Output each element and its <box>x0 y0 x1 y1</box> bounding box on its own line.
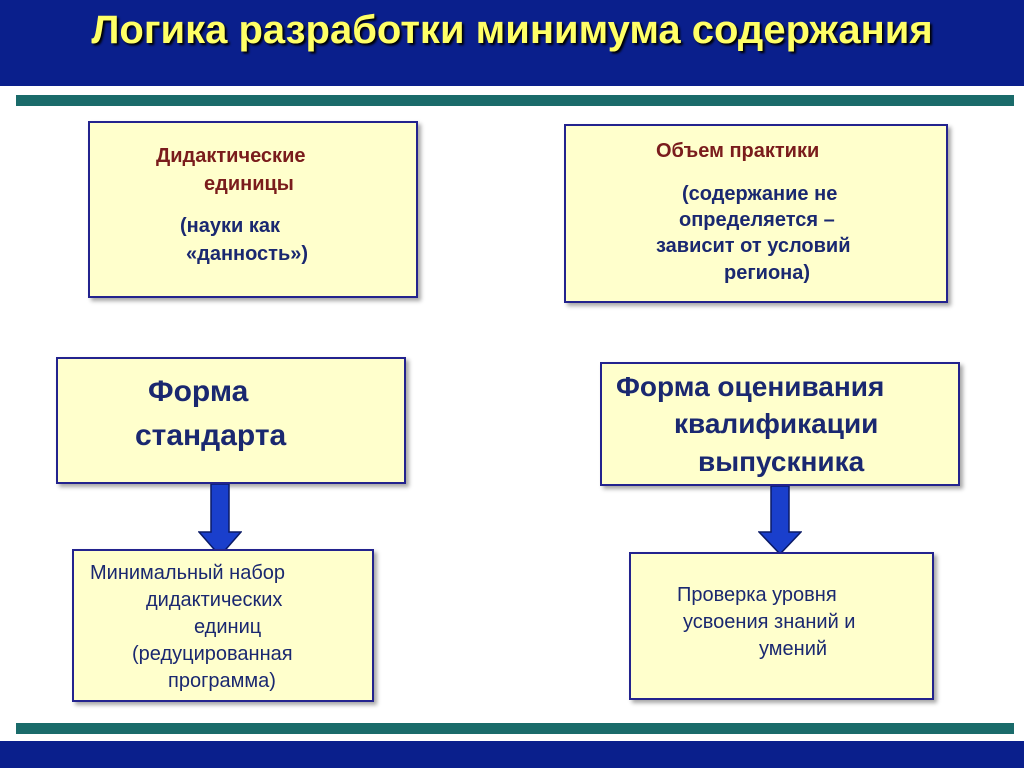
didactic-units-line1: Дидактические <box>156 145 306 167</box>
practice-volume-line1: Объем практики <box>656 140 820 162</box>
footer-bar <box>0 741 1024 768</box>
didactic-units-box <box>88 121 418 298</box>
knowledge-check-box <box>629 552 934 700</box>
assessment-form-line1: Форма оценивания <box>616 371 885 402</box>
knowledge-check-line2: усвоения знаний и <box>683 611 856 633</box>
practice-volume-line4: зависит от условий <box>656 235 851 257</box>
didactic-units-line3: (науки как <box>180 215 280 237</box>
bottom-divider-stripe <box>16 723 1014 734</box>
top-divider-stripe <box>16 95 1014 106</box>
didactic-units-line2: единицы <box>204 173 294 195</box>
didactic-units-line4: «данность») <box>186 243 309 265</box>
assessment-form-line3: выпускника <box>698 446 865 477</box>
down-arrow-icon <box>758 486 802 556</box>
minimal-set-line3: единиц <box>194 616 262 638</box>
assessment-form-line2: квалификации <box>674 408 879 439</box>
standard-form-line1: Форма <box>148 375 249 408</box>
practice-volume-line5: региона) <box>724 262 811 284</box>
minimal-set-line1: Минимальный набор <box>90 562 286 584</box>
practice-volume-box <box>564 124 948 303</box>
practice-volume-line3: определяется – <box>679 209 835 231</box>
minimal-set-line5: программа) <box>168 670 276 692</box>
slide-title: Логика разработки минимума содержания <box>91 8 933 52</box>
knowledge-check-line1: Проверка уровня <box>677 584 837 606</box>
minimal-set-box <box>72 549 374 702</box>
minimal-set-line2: дидактических <box>146 589 283 611</box>
practice-volume-line2: (содержание не <box>682 183 838 205</box>
standard-form-line2: стандарта <box>135 419 287 452</box>
down-arrow-icon <box>198 484 242 558</box>
knowledge-check-line3: умений <box>759 638 828 660</box>
minimal-set-line4: (редуцированная <box>132 643 293 665</box>
assessment-form-box <box>600 362 960 486</box>
standard-form-box <box>56 357 406 484</box>
